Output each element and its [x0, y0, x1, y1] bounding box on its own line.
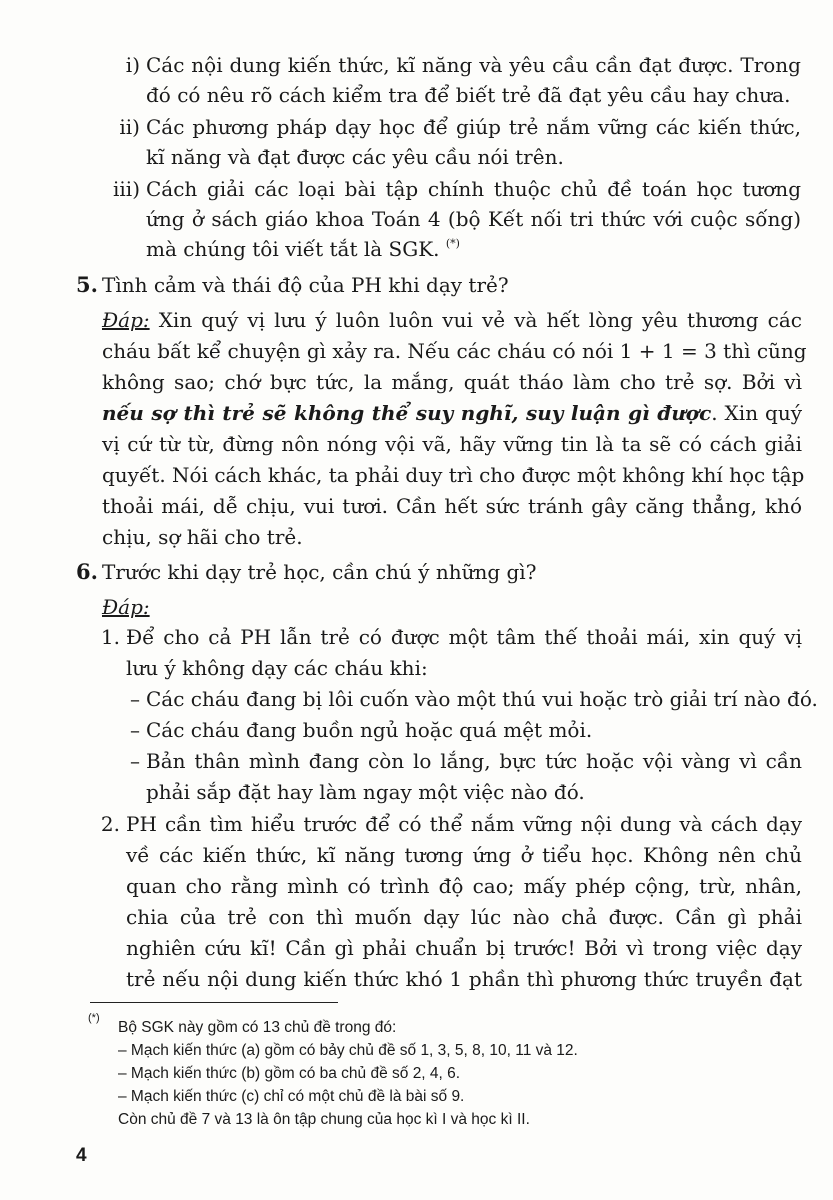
- list-item-iii-line-3: [146, 237, 801, 261]
- q6-p2-line-5: nghiên cứu kĩ! Cần gì phải chuẩn bị trước! Bởi vì trong việc dạy: [126, 936, 802, 960]
- footnote-rule: [90, 1002, 338, 1003]
- q6-number: 6.: [76, 559, 98, 584]
- list-item-iii-line-3-text: mà chúng tôi viết tắt là SGK.: [146, 237, 440, 261]
- q5-answer-line-3: không sao; chớ bực tức, la mắng, quát tháo làm cho trẻ sợ. Bởi vì: [102, 370, 802, 394]
- list-label-iii: iii): [113, 177, 140, 201]
- bullet-3-line-1: Bản thân mình đang còn lo lắng, bực tức hoặc vội vàng vì cần: [146, 749, 802, 773]
- bullet-dash-3: –: [130, 749, 140, 773]
- bullet-1-line-1: Các cháu đang bị lôi cuốn vào một thú vui hoặc trò giải trí nào đó.: [146, 687, 818, 711]
- list-item-i-line-1: Các nội dung kiến thức, kĩ năng và yêu cầu cần đạt được. Trong: [146, 53, 801, 77]
- footnote-line-1: Bộ SGK này gồm có 13 chủ đề trong đó:: [118, 1019, 397, 1036]
- list-item-iii-line-1: Cách giải các loại bài tập chính thuộc chủ đề toán học tương: [146, 177, 801, 201]
- q6-p1-line-1: Để cho cả PH lẫn trẻ có được một tâm thế thoải mái, xin quý vị: [126, 625, 802, 649]
- footnote-line-2: – Mạch kiến thức (a) gồm có bảy chủ đề số 1, 3, 5, 8, 10, 11 và 12.: [118, 1042, 578, 1059]
- list-item-ii-line-2: kĩ năng và đạt được các yêu cầu nói trên.: [146, 145, 564, 169]
- q5-answer-label: Đáp:: [102, 308, 150, 332]
- q6-p2-label: 2.: [100, 812, 120, 836]
- footnote-line-4: – Mạch kiến thức (c) chỉ có một chủ đề là bài số 9.: [118, 1088, 465, 1105]
- q5-answer-line-2: cháu bất kể chuyện gì xảy ra. Nếu các cháu có nói 1 + 1 = 3 thì cũng: [102, 339, 807, 363]
- list-label-ii: ii): [119, 115, 140, 139]
- q6-p2-line-3: quan cho rằng mình có trình độ cao; mấy phép cộng, trừ, nhân,: [126, 874, 802, 898]
- q5-number: 5.: [76, 272, 98, 297]
- list-item-iii-line-2: ứng ở sách giáo khoa Toán 4 (bộ Kết nối tri thức với cuộc sống): [146, 207, 801, 231]
- list-item-i-line-2: đó có nêu rõ cách kiểm tra để biết trẻ đã đạt yêu cầu hay chưa.: [146, 83, 791, 107]
- q5-question: Tình cảm và thái độ của PH khi dạy trẻ?: [102, 273, 509, 297]
- q5-answer-line-1-text: Xin quý vị lưu ý luôn luôn vui vẻ và hết lòng yêu thương các: [149, 308, 802, 332]
- footnote-ref: (*): [445, 237, 460, 250]
- q5-answer-line-8: chịu, sợ hãi cho trẻ.: [102, 525, 303, 549]
- q6-answer-label-line: [102, 595, 802, 619]
- q6-p2-line-6: trẻ nếu nội dung kiến thức khó 1 phần thì phương thức truyền đạt: [126, 967, 802, 991]
- bullet-dash-1: –: [130, 687, 140, 711]
- list-label-i: i): [125, 53, 140, 77]
- q6-question: Trước khi dạy trẻ học, cần chú ý những gì?: [102, 560, 537, 584]
- bullet-2-line-1: Các cháu đang buồn ngủ hoặc quá mệt mỏi.: [146, 718, 593, 742]
- q5-answer-line-4: [102, 401, 802, 425]
- bullet-dash-2: –: [130, 718, 140, 742]
- q5-emphasis: nếu sợ thì trẻ sẽ không thể suy nghĩ, suy luận gì được: [102, 401, 712, 425]
- q5-emphasis-tail: . Xin quý: [711, 401, 802, 425]
- q5-answer-line-6: quyết. Nói cách khác, ta phải duy trì cho được một không khí học tập: [102, 463, 805, 487]
- q5-answer-line-5: vị cứ từ từ, đừng nôn nóng vội vã, hãy vững tin là ta sẽ có cách giải: [102, 432, 802, 456]
- list-item-ii-line-1: Các phương pháp dạy học để giúp trẻ nắm vững các kiến thức,: [146, 115, 801, 139]
- bullet-3-line-2: phải sắp đặt hay làm ngay một việc nào đó.: [146, 780, 585, 804]
- q6-p2-line-4: chia của trẻ con thì muốn dạy lúc nào chả được. Cần gì phải: [126, 905, 802, 929]
- q6-p2-line-1: PH cần tìm hiểu trước để có thể nắm vững nội dung và cách dạy: [126, 812, 802, 836]
- q5-answer-line-1: [102, 308, 802, 332]
- q6-p1-line-2: lưu ý không dạy các cháu khi:: [126, 656, 428, 680]
- q6-p2-line-2: về các kiến thức, kĩ năng tương ứng ở tiểu học. Không nên chủ: [126, 843, 802, 867]
- q6-answer-label: Đáp:: [102, 595, 150, 619]
- footnote-mark: (*): [88, 1012, 100, 1024]
- q5-answer-line-7: thoải mái, dễ chịu, vui tươi. Cần hết sức tránh gây căng thẳng, khó: [102, 494, 802, 518]
- footnote-line-3: – Mạch kiến thức (b) gồm có ba chủ đề số 2, 4, 6.: [118, 1065, 461, 1082]
- q6-p1-label: 1.: [100, 625, 120, 649]
- page-number: 4: [76, 1145, 87, 1166]
- footnote-line-5: Còn chủ đề 7 và 13 là ôn tập chung của học kì I và học kì II.: [118, 1111, 530, 1128]
